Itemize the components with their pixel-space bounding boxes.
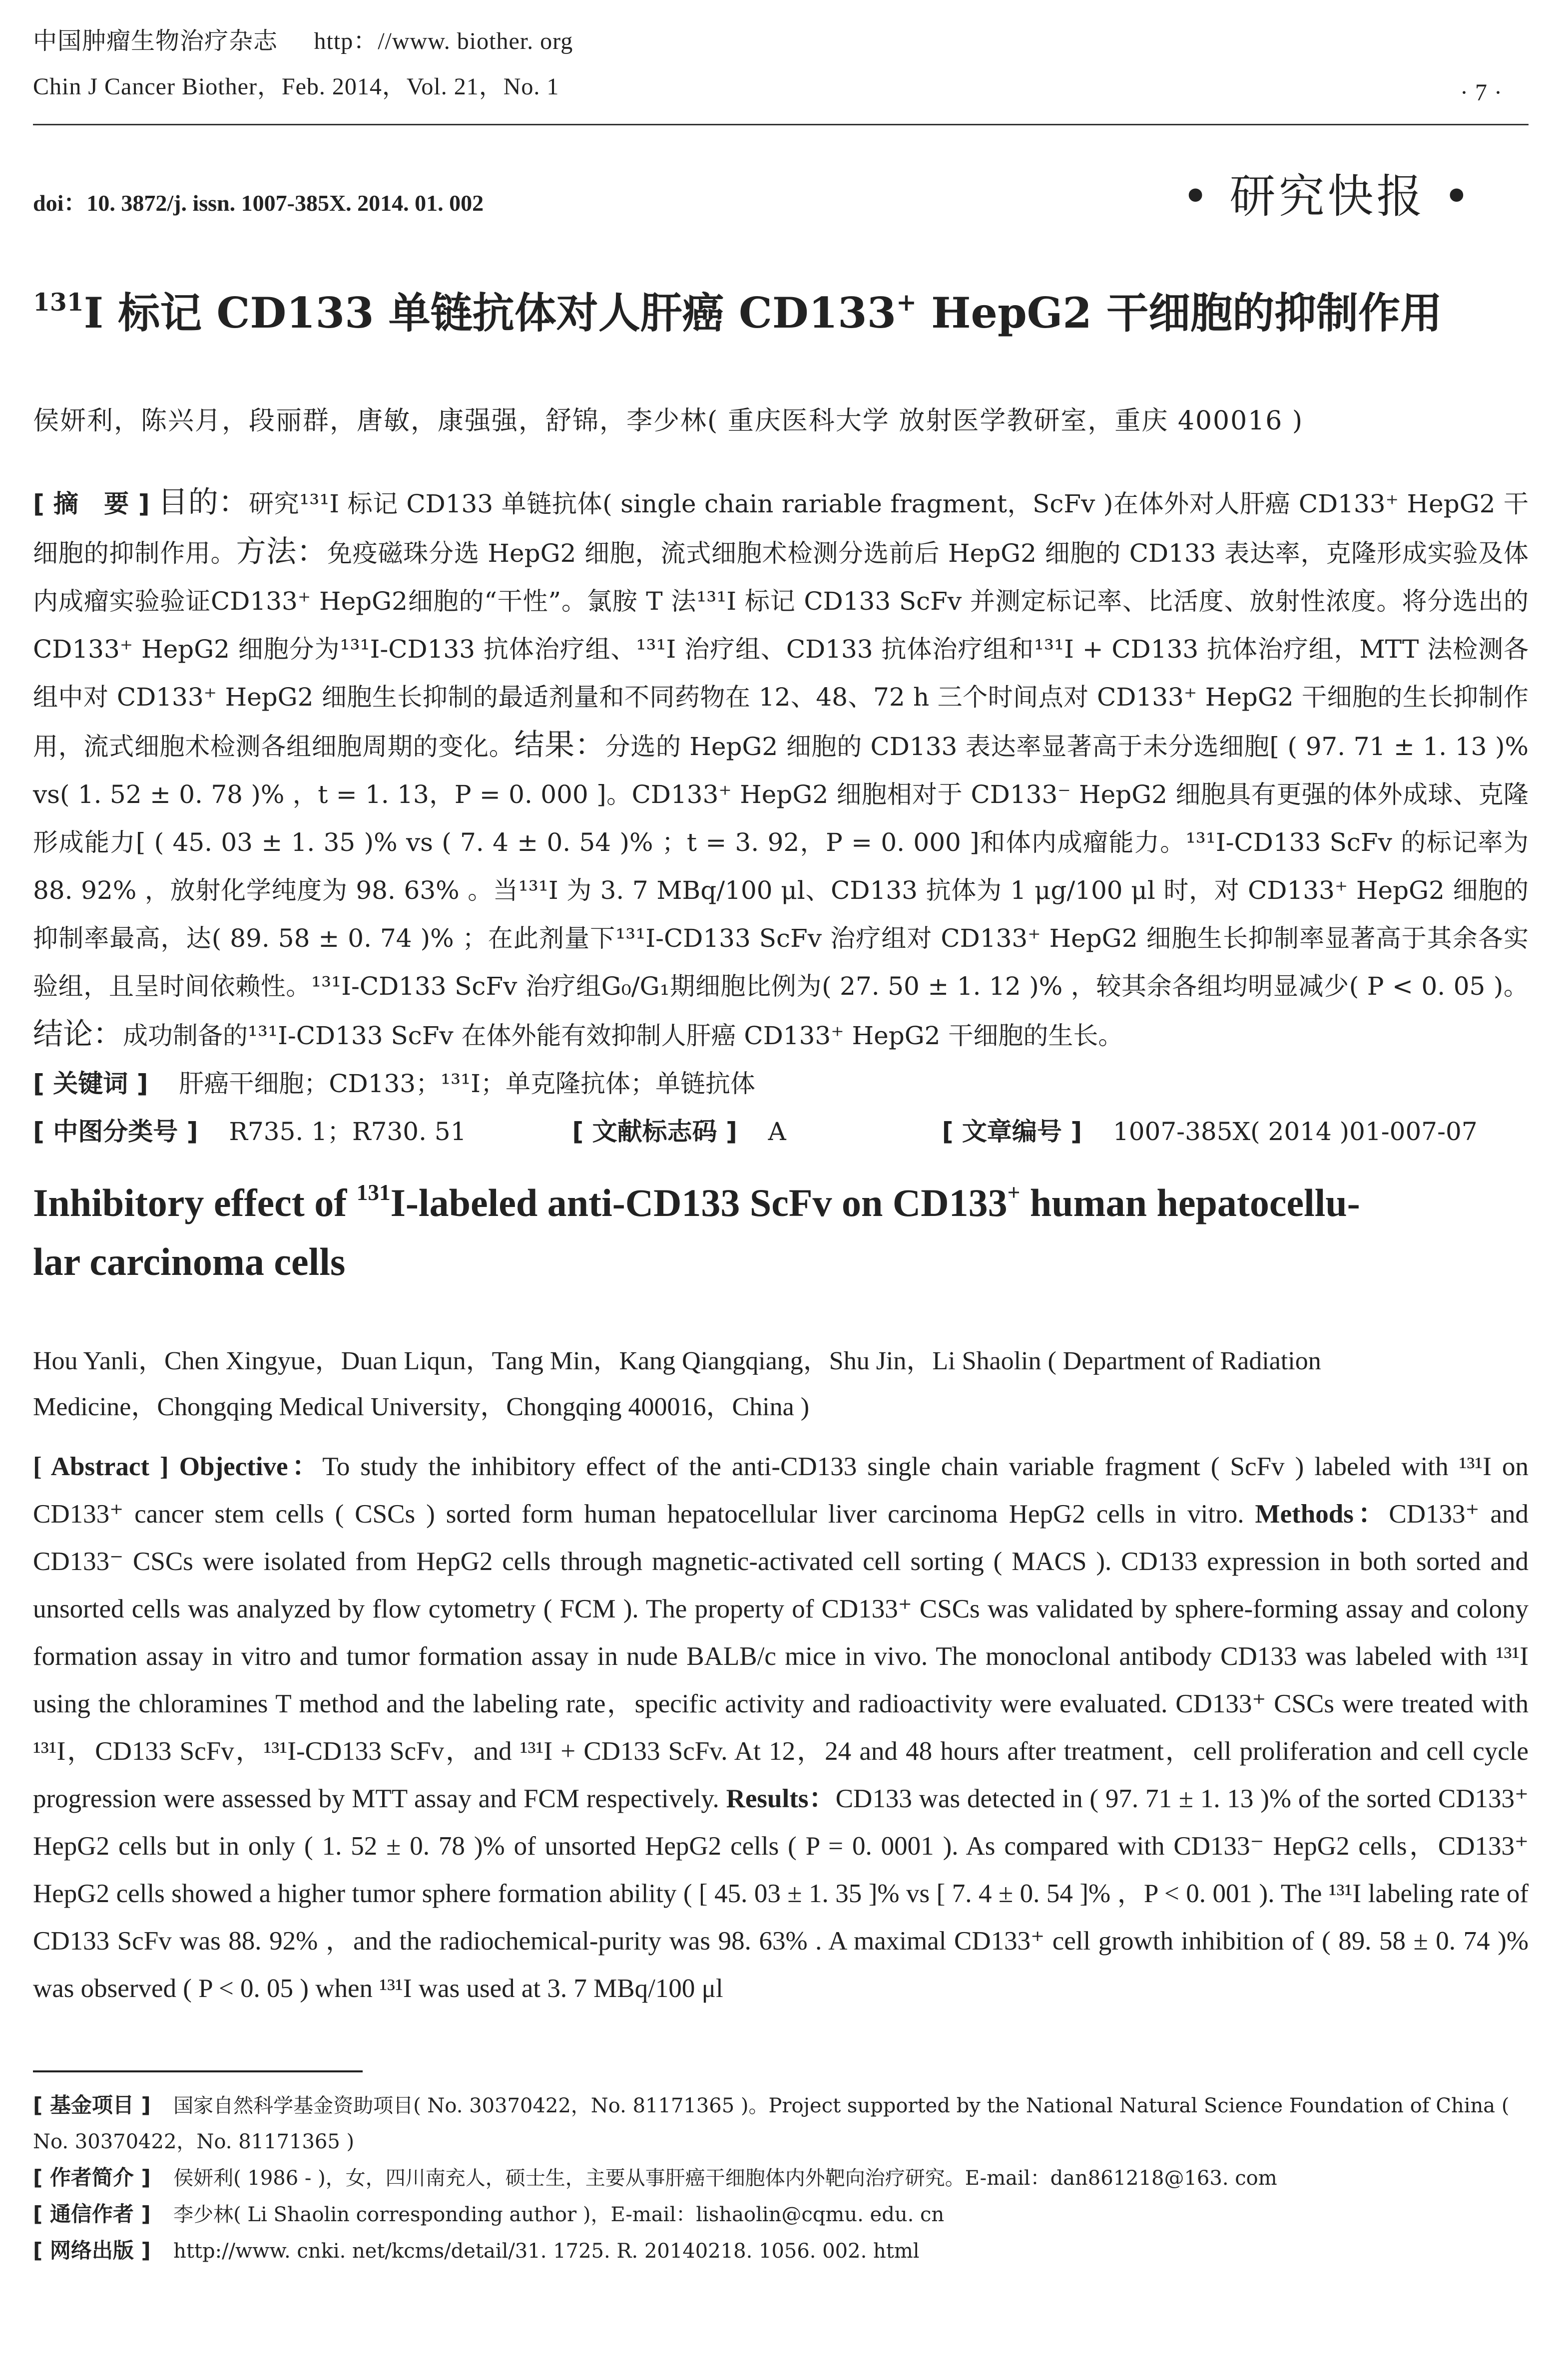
abstract-en [33, 1443, 1529, 2057]
footnote-corresponding [33, 2196, 1529, 2233]
article-page [33, 0, 1529, 2380]
methods-cn: 免疫磁珠分选 HepG2 细胞，流式细胞术检测分选前后 HepG2 细胞的 CD133 表达率，克隆形成实验及体内成瘤实验验证CD133⁺ HepG2细胞的“干性”。氯胺 T 法¹³¹I 标记 CD133 ScFv 并测定标记率、比活度、放射性浓度。将分选出的 CD133⁺ HepG2 细胞分为¹³¹I-CD133 抗体治疗组、¹³¹I 治疗组、CD133 抗体治疗组和¹³¹I + CD133 抗体治疗组，MTT 法检测各组中对 CD133⁺ HepG2 细胞生长抑制的最适剂量和不同药物在 12、48、72 h 三个时间点对 CD133⁺ HepG2 干细胞的生长抑制作用，流式细胞术检测各组细胞周期的变化。 [33, 539, 1529, 761]
methods-label-cn: 方法： [236, 534, 327, 569]
online-label: [ 网络出版 ] [33, 2238, 151, 2263]
article-no-label: [ 文章编号 ] [942, 1117, 1082, 1146]
online-link[interactable]: http://www. cnki. net/kcms/detail/31. 1725. R. 20140218. 1056. 002. html [173, 2240, 920, 2263]
title-en-line2: lar carcinoma cells [33, 1240, 346, 1283]
authors-en-line2: Medicine，Chongqing Medical University，Chongqing 400016，China ) [33, 1393, 810, 1421]
results-label-en: Results： [726, 1784, 836, 1813]
title-cn-part1: I 标记 CD133 单链抗体对人肝癌 CD133 [83, 288, 897, 338]
title-en-part2: I-labeled anti-CD133 ScFv on CD133 [390, 1181, 1008, 1224]
keywords-label: [ 关键词 ] [33, 1069, 148, 1098]
journal-url[interactable]: http：//www. biother. org [314, 28, 573, 54]
authors-en-line1: Hou Yanli，Chen Xingyue，Duan Liqun，Tang Min，Kang Qiangqiang，Shu Jin，Li Shaolin ( Department of Radiation [33, 1347, 1321, 1375]
abstract-en-label: [ Abstract ] [33, 1452, 169, 1481]
title-en-isotope: 131 [356, 1180, 391, 1205]
authors-en [33, 1338, 1529, 1430]
footnote-fund [33, 2087, 1529, 2160]
journal-name-en: Chin J Cancer Biother，Feb. 2014，Vol. 21，No. 1 [33, 73, 559, 100]
doc-code-value: A [768, 1117, 786, 1146]
fund-text: 国家自然科学基金资助项目( No. 30370422，No. 81171365 )。Project supported by the National Natural Science Foundation of China ( No. 30370422，No. 81171365 ) [33, 2094, 1510, 2153]
title-cn-plus: + [896, 288, 917, 317]
title-cn-isotope: 131 [33, 288, 84, 317]
conclusion-label-cn: 结论： [33, 1017, 123, 1052]
footnote-online [33, 2233, 1529, 2269]
objective-cn: 研究¹³¹I 标记 CD133 单链抗体( single chain rariable fragment，ScFv )在体外对人肝癌 CD133⁺ HepG2 干细胞的抑制作用。 [33, 489, 1529, 568]
clc-value: R735. 1；R730. 51 [229, 1117, 467, 1146]
header-rule [33, 124, 1529, 125]
methods-label-en: Methods： [1255, 1500, 1389, 1529]
methods-en: CD133⁺ and CD133⁻ CSCs were isolated from HepG2 cells through magnetic-activated cell sorting ( MACS ). CD133 expression in both sorted and unsorted cells was analyzed by flow cytometry ( FCM ). The property of CD133⁺ CSCs was validated by sphere-forming assay and colony formation assay in vitro and tumor formation assay in nude BALB/c mice in vivo. The monoclonal antibody CD133 was labeled with ¹³¹I using the chloramines T method and the labeling rate，specific activity and radioactivity were evaluated. CD133⁺ CSCs were treated with ¹³¹I，CD133 ScFv，¹³¹I-CD133 ScFv，and ¹³¹I + CD133 ScFv. At 12，24 and 48 hours after treatment，cell proliferation and cell cycle progression were assessed by MTT assay and FCM respectively. [33, 1500, 1529, 1813]
page-number: · 7 · [1460, 79, 1503, 106]
footnote-rule [33, 2070, 363, 2072]
conclusion-cn: 成功制备的¹³¹I-CD133 ScFv 在体外能有效抑制人肝癌 CD133⁺ HepG2 干细胞的生长。 [123, 1021, 1123, 1050]
results-cn: 分选的 HepG2 细胞的 CD133 表达率显著高于未分选细胞[ ( 97. 71 ± 1. 13 )% vs( 1. 52 ± 0. 78 )% ，t = 1. 13，P = 0. 000 ]。CD133⁺ HepG2 细胞相对于 CD133⁻ HepG2 细胞具有更强的体外成球、克隆形成能力[ ( 45. 03 ± 1. 35 )% vs ( 7. 4 ± 0. 54 )% ；t = 3. 92，P = 0. 000 ]和体内成瘤能力。¹³¹I-CD133 ScFv 的标记率为 88. 92% ，放射化学纯度为 98. 63% 。当¹³¹I 为 3. 7 MBq/100 μl、CD133 抗体为 1 μg/100 μl 时，对 CD133⁺ HepG2 细胞的抑制率最高，达( 89. 58 ± 0. 74 )% ；在此剂量下¹³¹I-CD133 ScFv 治疗组对 CD133⁺ HepG2 细胞生长抑制率显著高于其余各实验组，且呈时间依赖性。¹³¹I-CD133 ScFv 治疗组G₀/G₁期细胞比例为( 27. 50 ± 1. 12 )% ，较其余各组均明显减少( P < 0. 05 )。 [33, 732, 1529, 1001]
title-en-plus: + [1007, 1180, 1021, 1205]
title-cn [33, 280, 1442, 340]
fund-label: [ 基金项目 ] [33, 2093, 151, 2117]
objective-label-cn: 目的： [158, 485, 249, 520]
journal-name-cn: 中国肿瘤生物治疗杂志 [33, 27, 278, 55]
corresponding-text[interactable]: 李少林( Li Shaolin corresponding author )，E-mail：lishaolin@cqmu. edu. cn [173, 2203, 945, 2226]
objective-label-en: Objective： [179, 1452, 323, 1481]
objective-en: To study the inhibitory effect of the anti-CD133 single chain variable fragment ( ScFv ) labeled with ¹³¹I on CD133⁺ cancer stem cells ( CSCs ) sorted form human hepatocellular liver carcinoma HepG2 cells in vitro. [33, 1452, 1529, 1529]
keywords-row [33, 1060, 1529, 1108]
doi[interactable]: doi：10. 3872/j. issn. 1007-385X. 2014. 01. 002 [33, 190, 484, 216]
results-label-cn: 结果： [514, 728, 605, 763]
title-en-part3: human hepatocellu- [1020, 1181, 1360, 1224]
author-bio-text: 侯妍利( 1986 - )，女，四川南充人，硕士生，主要从事肝癌干细胞体内外靶向治疗研究。E-mail：dan861218@163. com [173, 2167, 1277, 2190]
keywords-text: 肝癌干细胞；CD133；¹³¹I；单克隆抗体；单链抗体 [179, 1069, 756, 1098]
author-bio-label: [ 作者简介 ] [33, 2165, 151, 2190]
authors-cn: 侯妍利，陈兴月，段丽群，唐敏，康强强，舒锦，李少林( 重庆医科大学 放射医学教研室，重庆 400016 ) [33, 406, 1304, 436]
classification-row [33, 1108, 1529, 1156]
abstract-cn [33, 478, 1529, 1156]
title-en-part1: Inhibitory effect of [33, 1181, 347, 1224]
footnote-author [33, 2160, 1529, 2196]
clc-label: [ 中图分类号 ] [33, 1117, 198, 1146]
abstract-cn-label: [ 摘 要 ] [33, 489, 150, 518]
footnotes [33, 2087, 1529, 2269]
doc-code-label: [ 文献标志码 ] [572, 1117, 737, 1146]
running-header-line1 [33, 26, 573, 56]
title-en [33, 1174, 1529, 1291]
results-en: CD133 was detected in ( 97. 71 ± 1. 13 )% of the sorted CD133⁺ HepG2 cells but in only ( 1. 52 ± 0. 78 )% of unsorted HepG2 cells ( P = 0. 0001 ). As compared with CD133⁻ HepG2 cells，CD133⁺ HepG2 cells showed a higher tumor sphere formation ability ( [ 45. 03 ± 1. 35 ]% vs [ 7. 4 ± 0. 54 ]% ，P < 0. 001 ). The ¹³¹I labeling rate of CD133 ScFv was 88. 92% ，and the radiochemical-purity was 98. 63% . A maximal CD133⁺ cell growth inhibition of ( 89. 58 ± 0. 74 )% was observed ( P < 0. 05 ) when ¹³¹I was used at 3. 7 MBq/100 μl [33, 1784, 1529, 2003]
corresponding-label: [ 通信作者 ] [33, 2202, 151, 2226]
article-no-value: 1007-385X( 2014 )01-007-07 [1112, 1117, 1478, 1146]
column-label: • 研究快报 • [1182, 170, 1474, 223]
title-cn-part2: HepG2 干细胞的抑制作用 [916, 288, 1443, 338]
